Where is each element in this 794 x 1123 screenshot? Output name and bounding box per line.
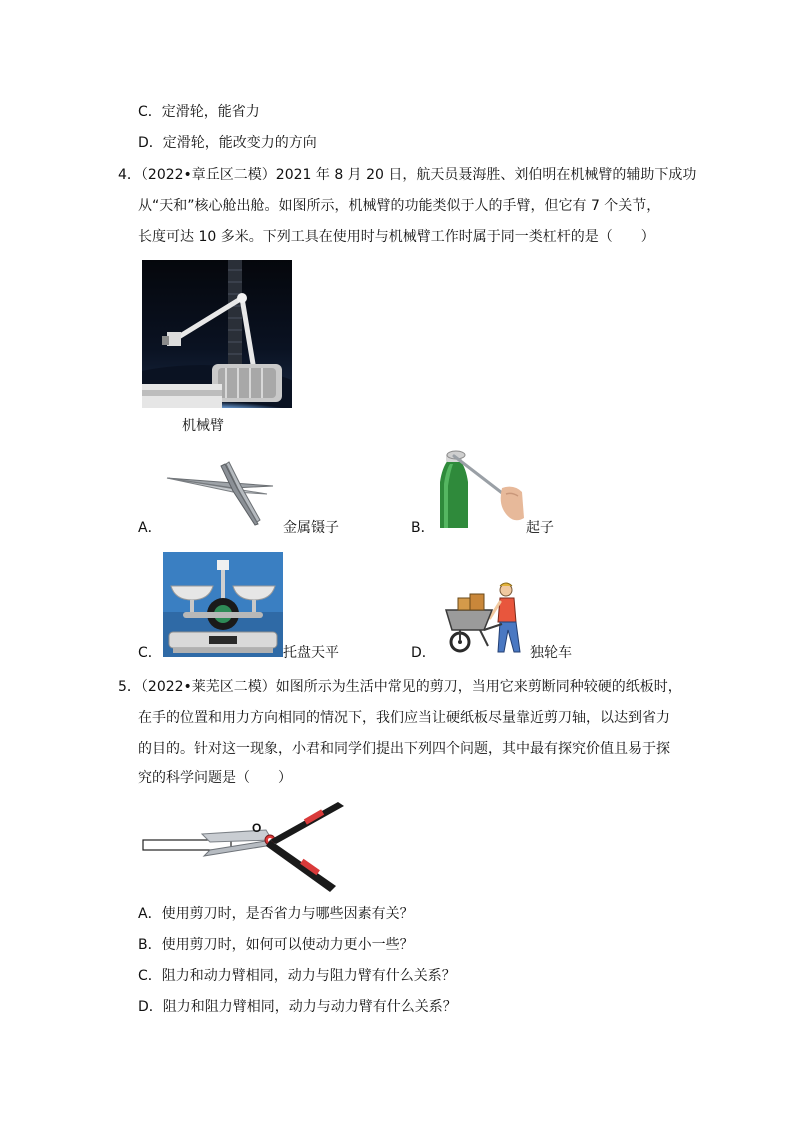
q4-option-d-caption: 独轮车: [530, 645, 572, 661]
q5-text-line-3: 的目的。针对这一现象，小君和同学们提出下列四个问题，其中最有探究价值且易于探: [138, 741, 670, 757]
q5-option-b: B．使用剪刀时，如何可以使动力更小一些？: [138, 937, 414, 953]
robotic-arm-caption: 机械臂: [182, 418, 224, 434]
q5-text-line-4: 究的科学问题是（ ）: [138, 770, 292, 786]
q4-option-c-caption: 托盘天平: [283, 645, 339, 661]
q5-text-line-2: 在手的位置和用力方向相同的情况下，我们应当让硬纸板尽量靠近剪刀轴，以达到省力: [138, 710, 670, 726]
q4-text-line-3: 长度可达 10 多米。下列工具在使用时与机械臂工作时属于同一类杠杆的是（ ）: [138, 229, 655, 245]
bottle-opener-image: [436, 448, 525, 528]
wheelbarrow-image: [440, 580, 528, 658]
q4-option-c-letter: C．: [138, 645, 162, 661]
robotic-arm-image: [142, 260, 292, 408]
option-d-prev: D．定滑轮，能改变力的方向: [138, 135, 317, 151]
q5-option-a: A．使用剪刀时，是否省力与哪些因素有关？: [138, 906, 414, 922]
balance-scale-image: [163, 552, 283, 657]
pivot-label: O: [252, 821, 262, 835]
q4-text-line-2: 从“天和”核心舱出舱。如图所示，机械臂的功能类似于人的手臂，但它有 7 个关节，: [138, 198, 661, 214]
q4-option-a-caption: 金属镊子: [283, 520, 339, 536]
q5-text-line-1: 5．（2022•莱芜区二模）如图所示为生活中常见的剪刀，当用它来剪断同种较硬的纸板时，: [118, 679, 682, 695]
scissors-image: [140, 796, 350, 896]
q4-option-a-letter: A．: [138, 520, 162, 536]
option-c-prev: C．定滑轮，能省力: [138, 104, 260, 120]
q4-option-b-letter: B．: [411, 520, 435, 536]
q4-option-d-letter: D．: [411, 645, 436, 661]
q4-option-b-caption: 起子: [526, 520, 554, 536]
q5-option-d: D．阻力和阻力臂相同，动力与动力臂有什么关系？: [138, 999, 457, 1015]
tweezers-image: [163, 458, 278, 528]
q5-option-c: C．阻力和动力臂相同，动力与阻力臂有什么关系？: [138, 968, 456, 984]
q4-text-line-1: 4．（2022•章丘区二模）2021 年 8 月 20 日，航天员聂海胜、刘伯明在机械臂的辅助下成功: [118, 167, 697, 183]
